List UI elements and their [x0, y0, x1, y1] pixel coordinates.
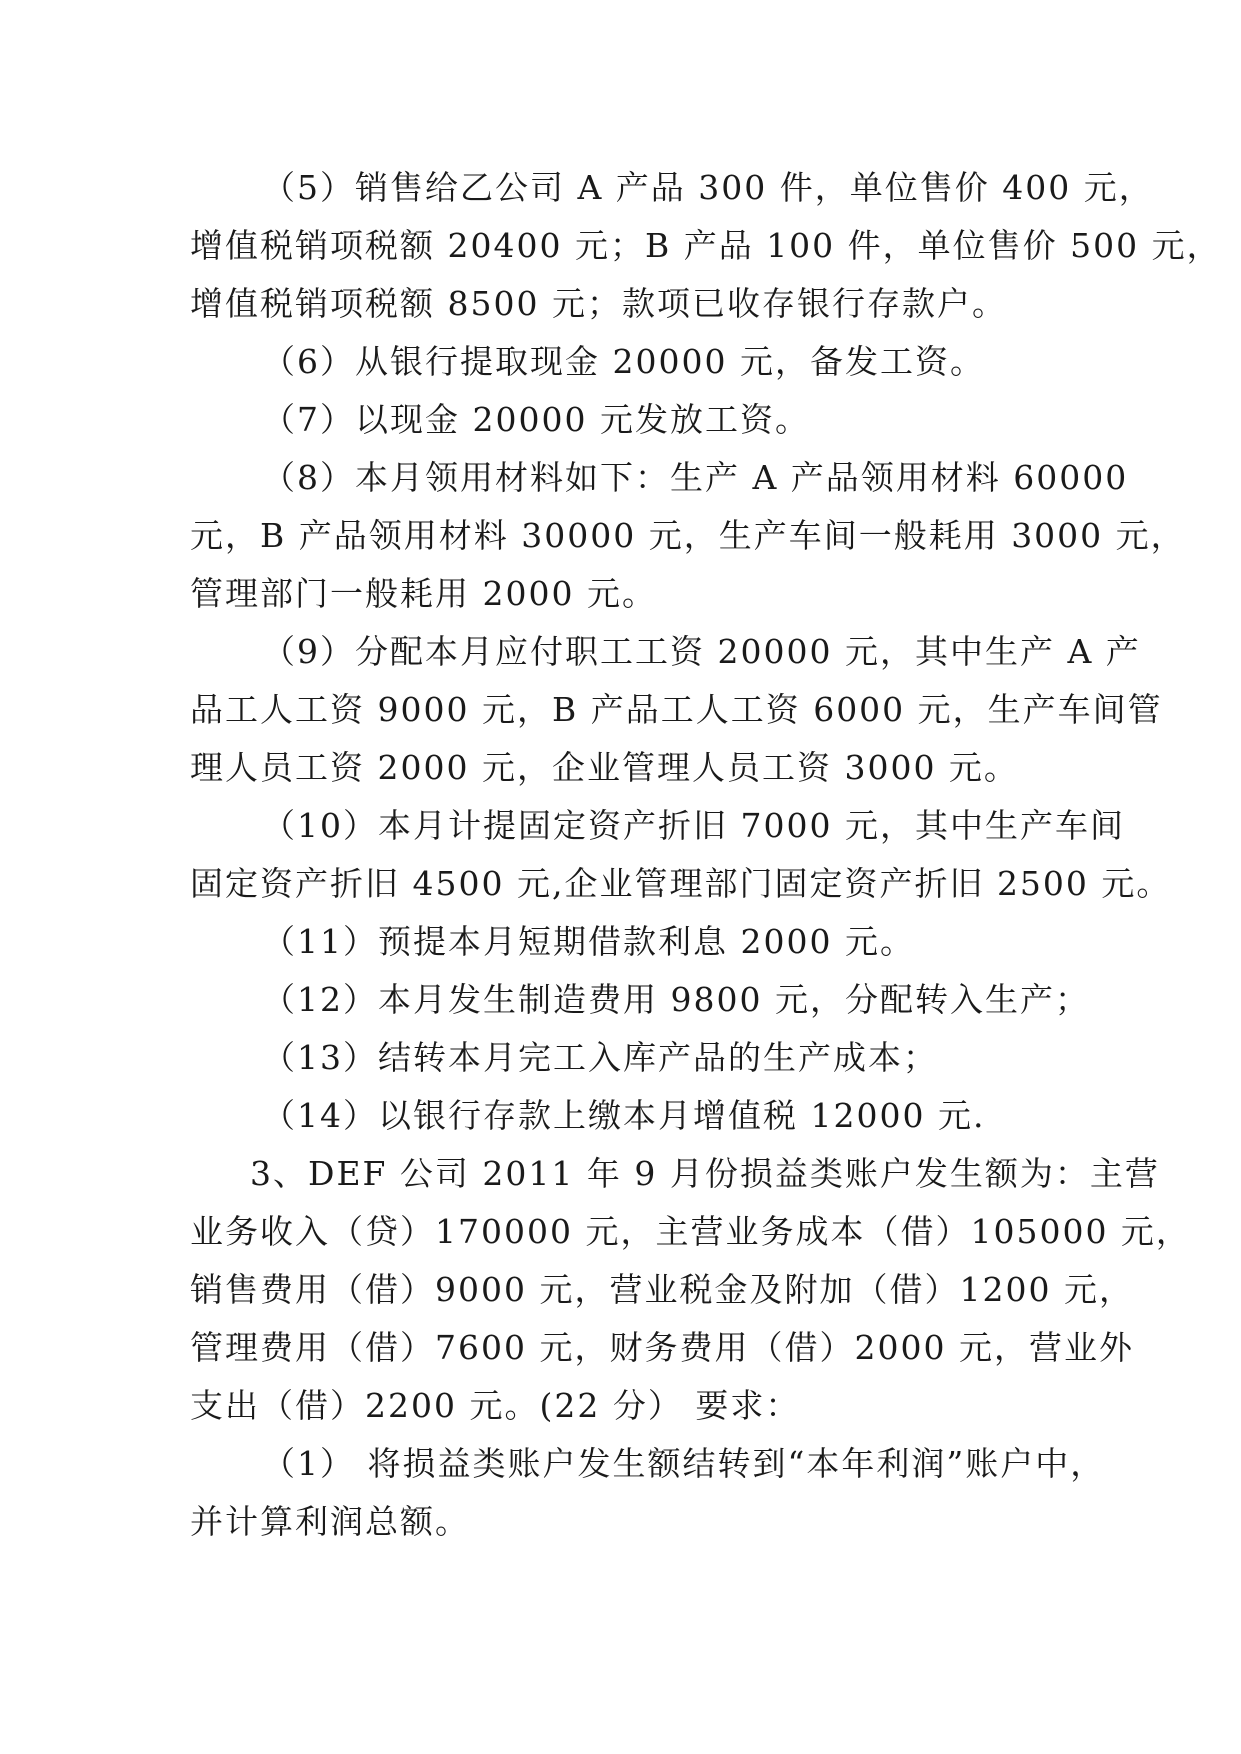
text-line: （5）销售给乙公司 A 产品 300 件，单位售价 400 元，: [262, 168, 1154, 207]
text-line: 3、DEF 公司 2011 年 9 月份损益类账户发生额为：主营: [250, 1154, 1160, 1193]
text-line: 支出（借）2200 元。(22 分） 要求：: [190, 1386, 801, 1425]
paragraph-item-6: [190, 333, 1060, 391]
text-line: 增值税销项税额 20400 元；B 产品 100 件，单位售价 500 元，: [190, 226, 1222, 265]
text-line: （1） 将损益类账户发生额结转到“本年利润”账户中，: [262, 1444, 1106, 1483]
text-line: 管理费用（借）7600 元，财务费用（借）2000 元，营业外: [190, 1328, 1134, 1367]
question-3: [190, 1145, 1191, 1435]
paragraph-item-11: [190, 913, 1060, 971]
text-line: （6）从银行提取现金 20000 元，备发工资。: [262, 342, 985, 381]
text-line: （11）预提本月短期借款利息 2000 元。: [262, 922, 915, 961]
requirement-1: [190, 1435, 1106, 1551]
text-line: 业务收入（贷）170000 元，主营业务成本（借）105000 元，: [190, 1212, 1191, 1251]
paragraph-item-7: [190, 391, 1060, 449]
text-line: （10）本月计提固定资产折旧 7000 元，其中生产车间: [262, 806, 1125, 845]
text-line: 销售费用（借）9000 元，营业税金及附加（借）1200 元，: [190, 1270, 1134, 1309]
text-line: （14）以银行存款上缴本月增值税 12000 元.: [262, 1096, 986, 1135]
text-line: 理人员工资 2000 元，企业管理人员工资 3000 元。: [190, 748, 1019, 787]
text-line: 元，B 产品领用材料 30000 元，生产车间一般耗用 3000 元，: [190, 516, 1186, 555]
text-line: 固定资产折旧 4500 元,企业管理部门固定资产折旧 2500 元。: [190, 864, 1172, 903]
text-line: （13）结转本月完工入库产品的生产成本；: [262, 1038, 938, 1077]
paragraph-item-13: [190, 1029, 1060, 1087]
text-line: （8）本月领用材料如下：生产 A 产品领用材料 60000: [262, 458, 1129, 497]
paragraph-item-5: [190, 159, 1222, 333]
text-line: 管理部门一般耗用 2000 元。: [190, 574, 657, 613]
text-line: 增值税销项税额 8500 元；款项已收存银行存款户。: [190, 284, 1007, 323]
paragraph-item-9: [190, 623, 1163, 797]
text-line: （9）分配本月应付职工工资 20000 元，其中生产 A 产: [262, 632, 1141, 671]
text-line: 并计算利润总额。: [190, 1502, 470, 1541]
paragraph-item-8: [190, 449, 1186, 623]
text-line: （7）以现金 20000 元发放工资。: [262, 400, 810, 439]
text-line: 品工人工资 9000 元，B 产品工人工资 6000 元，生产车间管: [190, 690, 1163, 729]
text-line: （12）本月发生制造费用 9800 元，分配转入生产；: [262, 980, 1090, 1019]
paragraph-item-10: [190, 797, 1172, 913]
paragraph-item-12: [190, 971, 1090, 1029]
document-body: [190, 159, 1222, 1551]
paragraph-item-14: [190, 1087, 1060, 1145]
